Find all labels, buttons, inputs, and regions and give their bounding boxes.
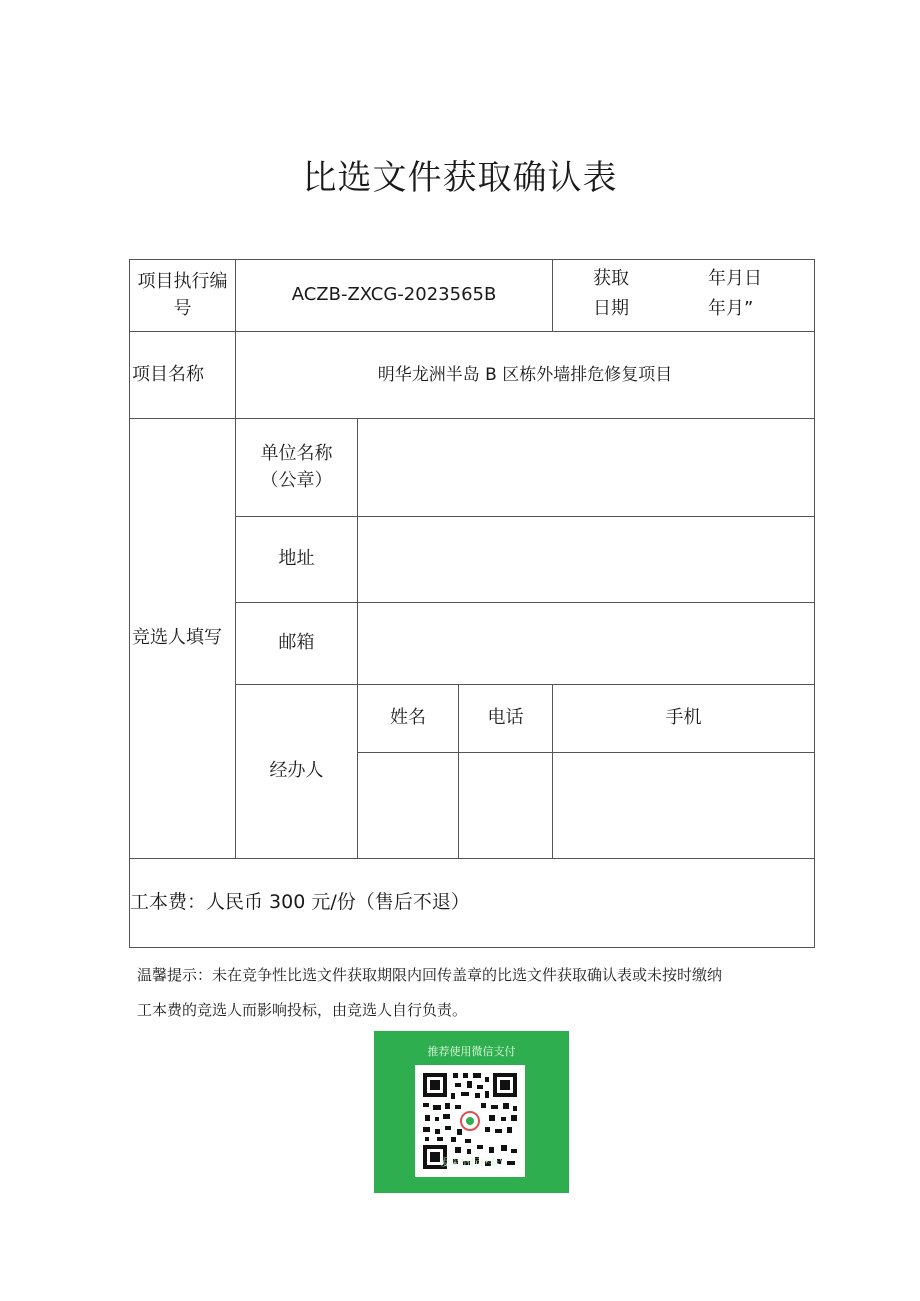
bidder-section-label: 竞选人填写 — [130, 419, 236, 859]
agent-label: 经办人 — [236, 685, 358, 859]
unit-name-field[interactable] — [358, 419, 815, 517]
qr-top-text: 推荐使用微信支付 — [427, 1045, 516, 1058]
unit-name-row — [130, 419, 815, 517]
agent-col-mobile: 手机 — [553, 685, 815, 753]
project-number-label-line2: 号 — [173, 297, 192, 319]
project-name-label: 项目名称 — [130, 332, 236, 419]
obtain-date-value-line2: 年月” — [708, 298, 754, 319]
obtain-date-label — [593, 264, 629, 324]
unit-name-label — [236, 419, 358, 517]
address-label: 地址 — [236, 517, 358, 603]
address-field[interactable] — [358, 517, 815, 603]
warm-tip — [137, 958, 807, 1028]
obtain-date-label-line1: 获取 — [593, 268, 630, 289]
project-number-label-line1: 项目执行编 — [137, 271, 228, 293]
obtain-date-label-line2: 日期 — [593, 298, 630, 319]
agent-col-phone: 电话 — [459, 685, 553, 753]
email-label: 邮箱 — [236, 603, 358, 685]
obtain-date-value — [708, 264, 762, 324]
project-number-value: ACZB-ZXCG-2023565B — [236, 260, 553, 332]
project-number-label — [130, 260, 236, 332]
project-name-row — [130, 332, 815, 419]
email-field[interactable] — [358, 603, 815, 685]
agent-mobile-field[interactable] — [553, 753, 815, 859]
obtain-date-value-line1: 年月日 — [708, 268, 763, 289]
obtain-date-cell[interactable] — [553, 260, 815, 332]
unit-name-label-line1: 单位名称 — [260, 443, 333, 465]
tip-line1: 温馨提示：未在竞争性比选文件获取期限内回传盖章的比选文件获取确认表或未按时缴纳 — [137, 966, 723, 984]
tip-line2: 工本费的竞选人而影响投标，由竞选人自行负责。 — [137, 1001, 468, 1019]
project-name-value: 明华龙洲半岛 B 区栋外墙排危修复项目 — [236, 332, 815, 419]
agent-col-name: 姓名 — [358, 685, 459, 753]
payment-qr-card — [374, 1031, 569, 1193]
agent-name-field[interactable] — [358, 753, 459, 859]
qr-bottom-text: 爱采招标(*泰) — [440, 1158, 503, 1169]
confirmation-form-table — [129, 259, 815, 948]
unit-name-label-line2: （公章） — [260, 469, 333, 491]
fee-text: 工本费：人民币 300 元/份（售后不退） — [130, 859, 815, 948]
fee-row — [130, 859, 815, 948]
project-number-row — [130, 260, 815, 332]
page-title: 比选文件获取确认表 — [302, 158, 618, 198]
agent-phone-field[interactable] — [459, 753, 553, 859]
